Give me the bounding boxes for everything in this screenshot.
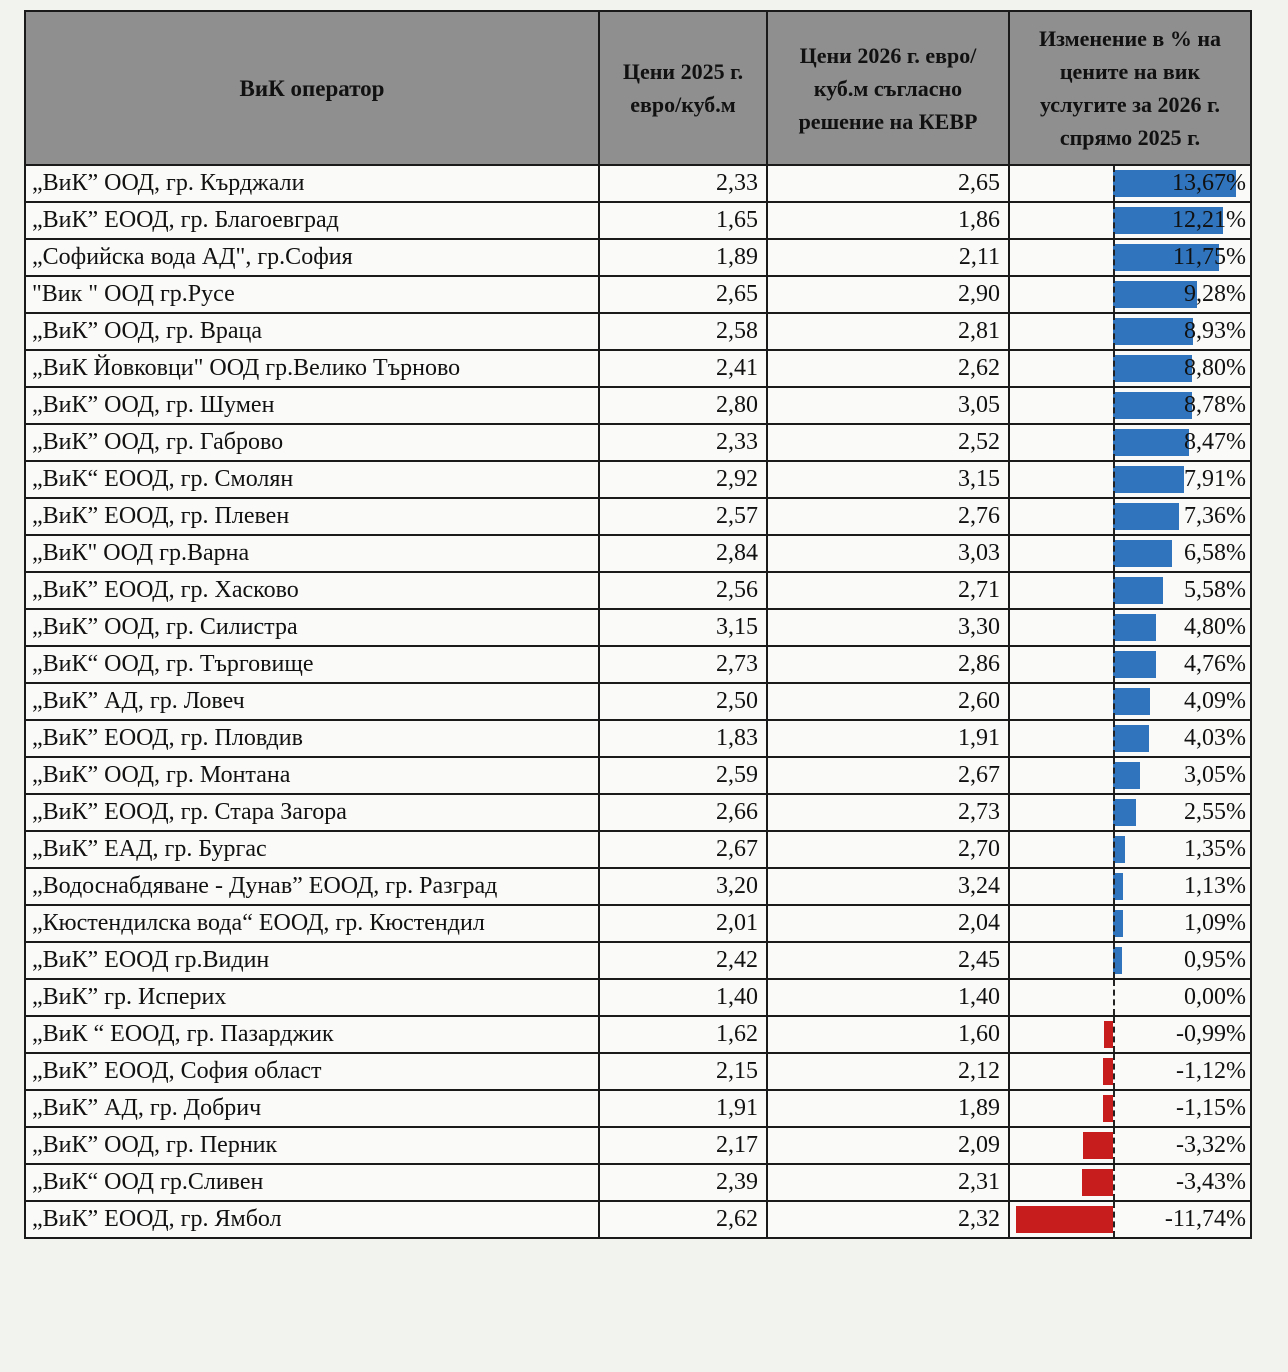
header-price-2025: Цени 2025 г. евро/куб.м (599, 11, 767, 165)
table-row (25, 1053, 1251, 1090)
price-2026-cell: 2,11 (767, 239, 1009, 276)
change-cell (1009, 572, 1251, 609)
change-cell (1009, 1164, 1251, 1201)
change-cell (1009, 498, 1251, 535)
operator-cell: „ВиК” ООД, гр. Перник (25, 1127, 599, 1164)
operator-cell: „ВиК” ЕООД, София област (25, 1053, 599, 1090)
price-2026-cell: 2,65 (767, 165, 1009, 202)
price-2025-cell: 2,56 (599, 572, 767, 609)
change-bar (1083, 1132, 1113, 1159)
zero-axis-line (1113, 240, 1115, 275)
zero-axis-line (1113, 1202, 1115, 1237)
change-cell (1009, 757, 1251, 794)
price-2025-cell: 2,57 (599, 498, 767, 535)
change-percent-label: 7,36% (1184, 503, 1246, 529)
price-2026-cell: 1,40 (767, 979, 1009, 1016)
change-cell (1009, 165, 1251, 202)
table-row (25, 387, 1251, 424)
change-cell (1009, 683, 1251, 720)
table-row (25, 1016, 1251, 1053)
price-2026-cell: 1,60 (767, 1016, 1009, 1053)
price-2026-cell: 3,05 (767, 387, 1009, 424)
change-bar (1113, 614, 1156, 641)
table-row (25, 942, 1251, 979)
operator-cell: „ВиК” ООД, гр. Враца (25, 313, 599, 350)
price-2026-cell: 3,24 (767, 868, 1009, 905)
price-2026-cell: 2,71 (767, 572, 1009, 609)
header-change: Изменение в % на цените на вик услугите за 2026 г. спрямо 2025 г. (1009, 11, 1251, 165)
change-cell (1009, 350, 1251, 387)
price-2025-cell: 2,80 (599, 387, 767, 424)
zero-axis-line (1113, 351, 1115, 386)
table-body (25, 165, 1251, 1238)
operator-cell: „ВиК” ЕООД, гр. Пловдив (25, 720, 599, 757)
operator-cell: „ВиК” ООД, гр. Шумен (25, 387, 599, 424)
operator-cell: „ВиК” ООД, гр. Габрово (25, 424, 599, 461)
change-percent-label: -3,43% (1176, 1169, 1246, 1195)
price-2026-cell: 1,89 (767, 1090, 1009, 1127)
operator-cell: "Вик " ООД гр.Русе (25, 276, 599, 313)
table-row (25, 313, 1251, 350)
change-cell (1009, 720, 1251, 757)
change-percent-label: -1,12% (1176, 1058, 1246, 1084)
operator-cell: „ВиК Йовковци" ООД гр.Велико Търново (25, 350, 599, 387)
operator-cell: „ВиК” ООД, гр. Силистра (25, 609, 599, 646)
price-2026-cell: 2,86 (767, 646, 1009, 683)
table-row (25, 1090, 1251, 1127)
table-row (25, 683, 1251, 720)
price-2025-cell: 2,59 (599, 757, 767, 794)
table-row (25, 794, 1251, 831)
price-2026-cell: 2,32 (767, 1201, 1009, 1238)
change-cell (1009, 1053, 1251, 1090)
change-bar (1113, 651, 1156, 678)
change-cell (1009, 461, 1251, 498)
price-2025-cell: 2,62 (599, 1201, 767, 1238)
change-cell (1009, 942, 1251, 979)
price-2025-cell: 1,40 (599, 979, 767, 1016)
price-table-sheet (24, 10, 1250, 1239)
price-2025-cell: 2,01 (599, 905, 767, 942)
table-row (25, 868, 1251, 905)
price-2026-cell: 1,91 (767, 720, 1009, 757)
operator-cell: „ВиК" ООД гр.Варна (25, 535, 599, 572)
price-2025-cell: 2,50 (599, 683, 767, 720)
change-bar (1082, 1169, 1113, 1196)
table-header (25, 11, 1251, 165)
change-cell (1009, 387, 1251, 424)
change-bar (1016, 1206, 1113, 1233)
change-percent-label: 1,13% (1184, 873, 1246, 899)
change-percent-label: -11,74% (1164, 1206, 1246, 1232)
change-percent-label: 8,93% (1184, 318, 1246, 344)
change-percent-label: 8,80% (1184, 355, 1246, 381)
change-percent-label: 4,09% (1184, 688, 1246, 714)
operator-cell: „ВиК” ЕООД, гр. Стара Загора (25, 794, 599, 831)
price-2025-cell: 2,58 (599, 313, 767, 350)
price-2025-cell: 2,33 (599, 165, 767, 202)
table-row (25, 350, 1251, 387)
price-2026-cell: 2,76 (767, 498, 1009, 535)
price-2026-cell: 3,30 (767, 609, 1009, 646)
price-2025-cell: 1,83 (599, 720, 767, 757)
price-2025-cell: 2,67 (599, 831, 767, 868)
change-percent-label: 0,95% (1184, 947, 1246, 973)
zero-axis-line (1113, 573, 1115, 608)
price-2026-cell: 3,03 (767, 535, 1009, 572)
change-cell (1009, 831, 1251, 868)
operator-cell: „ВиК “ ЕООД, гр. Пазарджик (25, 1016, 599, 1053)
zero-axis-line (1113, 943, 1115, 978)
change-percent-label: 1,35% (1184, 836, 1246, 862)
zero-axis-line (1113, 277, 1115, 312)
zero-axis-line (1113, 610, 1115, 645)
operator-cell: „ВиК” АД, гр. Ловеч (25, 683, 599, 720)
price-2026-cell: 2,52 (767, 424, 1009, 461)
price-2025-cell: 2,92 (599, 461, 767, 498)
change-percent-label: 0,00% (1184, 984, 1246, 1010)
change-bar (1113, 799, 1136, 826)
table-row (25, 979, 1251, 1016)
change-percent-label: 8,78% (1184, 392, 1246, 418)
table-row (25, 1164, 1251, 1201)
price-2026-cell: 2,90 (767, 276, 1009, 313)
zero-axis-line (1113, 1054, 1115, 1089)
change-percent-label: 13,67% (1172, 170, 1246, 196)
change-percent-label: 4,76% (1184, 651, 1246, 677)
price-2026-cell: 3,15 (767, 461, 1009, 498)
change-cell (1009, 1127, 1251, 1164)
price-2026-cell: 2,70 (767, 831, 1009, 868)
price-2025-cell: 2,66 (599, 794, 767, 831)
change-bar (1113, 725, 1149, 752)
change-bar (1113, 577, 1163, 604)
operator-cell: „ВиК” ООД, гр. Монтана (25, 757, 599, 794)
operator-cell: „ВиК“ ООД гр.Сливен (25, 1164, 599, 1201)
operator-cell: „ВиК“ ЕООД, гр. Смолян (25, 461, 599, 498)
change-percent-label: 12,21% (1172, 207, 1246, 233)
price-table (24, 10, 1252, 1239)
table-row (25, 424, 1251, 461)
zero-axis-line (1113, 721, 1115, 756)
change-bar (1113, 762, 1140, 789)
change-cell (1009, 609, 1251, 646)
change-cell (1009, 535, 1251, 572)
change-cell (1009, 1201, 1251, 1238)
change-bar (1103, 1058, 1113, 1085)
change-cell (1009, 905, 1251, 942)
price-2025-cell: 3,15 (599, 609, 767, 646)
table-row (25, 276, 1251, 313)
table-row (25, 165, 1251, 202)
price-2025-cell: 1,89 (599, 239, 767, 276)
table-row (25, 609, 1251, 646)
price-2026-cell: 2,04 (767, 905, 1009, 942)
price-2025-cell: 2,73 (599, 646, 767, 683)
change-cell (1009, 979, 1251, 1016)
price-2025-cell: 2,42 (599, 942, 767, 979)
operator-cell: „ВиК” АД, гр. Добрич (25, 1090, 599, 1127)
price-2025-cell: 1,62 (599, 1016, 767, 1053)
change-cell (1009, 868, 1251, 905)
price-2026-cell: 1,86 (767, 202, 1009, 239)
change-percent-label: 4,80% (1184, 614, 1246, 640)
price-2025-cell: 2,15 (599, 1053, 767, 1090)
table-row (25, 1201, 1251, 1238)
operator-cell: „ВиК” ООД, гр. Кърджали (25, 165, 599, 202)
price-2025-cell: 2,65 (599, 276, 767, 313)
change-percent-label: 4,03% (1184, 725, 1246, 751)
change-bar (1113, 688, 1150, 715)
change-bar (1113, 503, 1179, 530)
change-cell (1009, 646, 1251, 683)
change-percent-label: 11,75% (1172, 244, 1246, 270)
zero-axis-line (1113, 314, 1115, 349)
operator-cell: „ВиК” гр. Исперих (25, 979, 599, 1016)
change-cell (1009, 202, 1251, 239)
zero-axis-line (1113, 1017, 1115, 1052)
operator-cell: „Кюстендилска вода“ ЕООД, гр. Кюстендил (25, 905, 599, 942)
zero-axis-line (1113, 1091, 1115, 1126)
change-bar (1113, 540, 1172, 567)
change-bar (1113, 355, 1192, 382)
change-bar (1113, 318, 1193, 345)
zero-axis-line (1113, 388, 1115, 423)
operator-cell: „ВиК” ЕООД, гр. Благоевград (25, 202, 599, 239)
price-2025-cell: 2,39 (599, 1164, 767, 1201)
price-2025-cell: 1,65 (599, 202, 767, 239)
zero-axis-line (1113, 166, 1115, 201)
operator-cell: „ВиК” ЕООД гр.Видин (25, 942, 599, 979)
price-2026-cell: 2,81 (767, 313, 1009, 350)
zero-axis-line (1113, 499, 1115, 534)
change-cell (1009, 1016, 1251, 1053)
table-row (25, 239, 1251, 276)
price-2026-cell: 2,73 (767, 794, 1009, 831)
price-2025-cell: 2,41 (599, 350, 767, 387)
table-row (25, 1127, 1251, 1164)
change-cell (1009, 794, 1251, 831)
table-row (25, 461, 1251, 498)
zero-axis-line (1113, 684, 1115, 719)
change-cell (1009, 276, 1251, 313)
zero-axis-line (1113, 1128, 1115, 1163)
table-row (25, 535, 1251, 572)
price-2026-cell: 2,31 (767, 1164, 1009, 1201)
zero-axis-line (1113, 795, 1115, 830)
operator-cell: „ВиК” ЕАД, гр. Бургас (25, 831, 599, 868)
change-bar (1104, 1021, 1113, 1048)
operator-cell: „ВиК” ЕООД, гр. Ямбол (25, 1201, 599, 1238)
zero-axis-line (1113, 758, 1115, 793)
price-2025-cell: 2,17 (599, 1127, 767, 1164)
table-row (25, 202, 1251, 239)
zero-axis-line (1113, 203, 1115, 238)
change-bar (1113, 429, 1189, 456)
change-bar (1113, 466, 1184, 493)
price-2025-cell: 2,84 (599, 535, 767, 572)
zero-axis-line (1113, 1165, 1115, 1200)
change-percent-label: 8,47% (1184, 429, 1246, 455)
price-2025-cell: 1,91 (599, 1090, 767, 1127)
change-cell (1009, 424, 1251, 461)
zero-axis-line (1113, 832, 1115, 867)
table-row (25, 905, 1251, 942)
price-2026-cell: 2,45 (767, 942, 1009, 979)
change-percent-label: 7,91% (1184, 466, 1246, 492)
header-operator: ВиК оператор (25, 11, 599, 165)
operator-cell: „Софийска вода АД", гр.София (25, 239, 599, 276)
price-2026-cell: 2,62 (767, 350, 1009, 387)
operator-cell: „ВиК” ЕООД, гр. Плевен (25, 498, 599, 535)
table-row (25, 720, 1251, 757)
operator-cell: „ВиК” ЕООД, гр. Хасково (25, 572, 599, 609)
price-2026-cell: 2,60 (767, 683, 1009, 720)
zero-axis-line (1113, 462, 1115, 497)
change-percent-label: -3,32% (1176, 1132, 1246, 1158)
change-bar (1103, 1095, 1113, 1122)
change-percent-label: -0,99% (1176, 1021, 1246, 1047)
change-percent-label: -1,15% (1176, 1095, 1246, 1121)
operator-cell: „Водоснабдяване - Дунав” ЕООД, гр. Разград (25, 868, 599, 905)
zero-axis-line (1113, 980, 1115, 1015)
price-2026-cell: 2,09 (767, 1127, 1009, 1164)
table-row (25, 572, 1251, 609)
zero-axis-line (1113, 425, 1115, 460)
change-cell (1009, 1090, 1251, 1127)
change-cell (1009, 313, 1251, 350)
zero-axis-line (1113, 906, 1115, 941)
change-percent-label: 5,58% (1184, 577, 1246, 603)
price-2025-cell: 3,20 (599, 868, 767, 905)
table-row (25, 646, 1251, 683)
price-2025-cell: 2,33 (599, 424, 767, 461)
table-row (25, 831, 1251, 868)
zero-axis-line (1113, 869, 1115, 904)
price-2026-cell: 2,12 (767, 1053, 1009, 1090)
change-percent-label: 9,28% (1184, 281, 1246, 307)
change-percent-label: 2,55% (1184, 799, 1246, 825)
header-price-2026: Цени 2026 г. евро/куб.м съгласно решение на КЕВР (767, 11, 1009, 165)
operator-cell: „ВиК“ ООД, гр. Търговище (25, 646, 599, 683)
header-row (25, 11, 1251, 165)
table-row (25, 498, 1251, 535)
change-cell (1009, 239, 1251, 276)
change-percent-label: 1,09% (1184, 910, 1246, 936)
zero-axis-line (1113, 647, 1115, 682)
table-row (25, 757, 1251, 794)
change-bar (1113, 392, 1192, 419)
change-percent-label: 6,58% (1184, 540, 1246, 566)
zero-axis-line (1113, 536, 1115, 571)
change-percent-label: 3,05% (1184, 762, 1246, 788)
price-2026-cell: 2,67 (767, 757, 1009, 794)
